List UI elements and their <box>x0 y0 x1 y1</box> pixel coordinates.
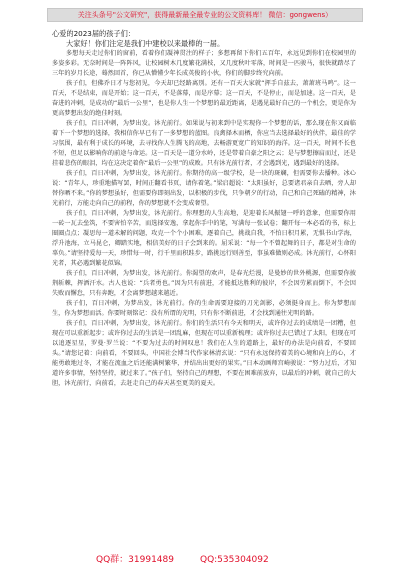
paragraph: 多想每天走过你们的窗前，看着你们凝神贯注的样子；多想再留下你们五百年，永远见到你们在校园里的多姿多彩。无奈时间是一阵阵风，让校园树木几度繁花满枝，又几度秋叶零落，时间是一匹骏马，很快就踏尽了三年的岁月长途，蓦然回首，你已从懵懂少年长成英俊的小伙，你们的脚步终究向前。 <box>52 50 356 77</box>
qq-group-text: QQ群：31991489 <box>96 555 174 565</box>
letter-greeting: 大家好！你们注定是我们中建校以来最棒的一届。 <box>66 39 225 48</box>
paragraph: 孩子们，百日冲刺，为梦出发，沐光前行。你的生命需要迎接的刀光剑影，必须挺身而上。你为梦想而生，你为梦想而活。你要时刻铭记：没有所谓的光明，只有你不断前进，才会找到通往光明的路。 <box>52 300 356 317</box>
document-page <box>52 28 356 548</box>
paragraph: 孩子们，百日冲刺，为梦出发，沐光前行。你渴望的欢声，是春光烂漫，是曼妙的世外桃源，但需要你披荆斩棘，挥洒汗水。古人也说：“兵者勇也。”因为只有前进，才能抵达胜利的彼岸，不会因劳累而倒下，不会因失败而懈怠，只有奔跑，才会离梦想越来越近。 <box>52 270 356 297</box>
paragraph: 孩子们，百日冲刺，为梦出发，沐光前行。你理想的人生高地，是迎着长风振翅一呼的意象，但需要你用一砖一瓦去垒筑，不要害怕辛苦，而选择安逸，拿起你手中的笔，写满每一张试卷；翻开每一本必看的书，标上圈圈点点；凝思每一道未解的问题，攻克一个个小困难，逐着自己，挑战自我，不怕日积月累，无惧书山学海，浮升池海，立马昆仑，卿踏实地，相信美好的日子会到来的。屈采说：“每一个不曾起舞的日子，都是对生命的辜负。”请坚持爱每一天，珍惜每一时，行千里而积跬步，路挑远行则善至，事虽难做则必成。沐光前行，心怀阳光者，其必遇到繁花似锦。 <box>52 210 356 267</box>
top-banner: 关注头条号"公文研究"，获得最新最全最专业的公文资料库！ 微信：gongwens） <box>47 8 363 22</box>
paragraph: 孩子们，百日冲刺，为梦出发，沐光前行。你期待的高一级学校，是一块的斑斓，但需要你去播种。冰心说：“青年人，珍重地描写罢，时间正翻看书页，请你着笔。”梁启超说：“太阳虽好，总要诸君亲自去晒，旁人却替你晒不来。”你的梦想虽好，但需要你即刻出发，以积极的步伐，只争朝夕的行动，自己和自己死磕的精神，沐光前行，方能走向自己的前程，你的梦想就不会变成奢望。 <box>52 170 356 207</box>
letter-title: 心爱的2023届的孩子们： <box>52 29 135 38</box>
paragraph: 孩子们，百日冲刺，为梦出发。沐光前行。如果说与初来到中是实现你一个梦想的话，那么现在你又面临着下一个梦想的选择，我相信你早已有了一多梦想的蓝图。良禽择木而栖，你应当去选择最好的伙伴，最佳的学习氛围，最有利于成长的环境，去寻找你人生腾飞的高地，去畅游更宽广的知识的海洋。这一百天，时间不长也不短，但足以影响你的前途与命运。这一百天是一道分水岭，还是带着自豪之阳之云；是与梦想擦肩而过，还是挂着悲伤的眼泪，均在这决定着你“最后一公里”的成败。只有沐光前行者，才会遇到光，遇到最好的选择。 <box>52 120 356 167</box>
contact-footer <box>96 553 336 567</box>
qq-text: QQ:535304092 <box>199 555 269 565</box>
paragraph: 孩子们，但佛乔日才与您初见，今天却已经路离别。还有一百天大家就“挥手自兹去，萧萧班马鸣”。这一百天，不是结束，而是开始；这一百天，不是落幕，而是序幕；这一百天，不是停止，而是加速。这一百天，是奋进的冲刺，是成功的“最后一公里”，也是你人生一个梦想的最近距离，是遇见最好自己的一个机会，更是你为更高梦想出发的绝佳时刻。 <box>52 80 356 117</box>
paragraph: 孩子们，百日冲刺，为梦出发，沐光前行。你们的生活只有今天和明天，或许你过去的成绩是一团糟，但现在可以重新起步；或许你过去的生活是一团乱麻，但现在可以重新梳理；或许你过去已错过了太阳，但现在可以追逐星星，罗曼·罗兰说：“不要为过去的时间叹息！我们在人生的道路上，最好的办法是向前看，不要回头。”请您记着：向前看，不要回头，中国社会博当代作家林清玄说：“只有永远保持着美的心境和向上的心，才能勇敢地过冬，才能在流血之后还能满树繁华，并结出出更好的果实。”日本动画师宫崎骏说：“努力过后，才知道许多事情，坚持坚持，就过来了。”孩子们，坚持自己的理想，不要在困难前放弃，以最后的冲刺，就自己的大胆，沐光前行，向前看，去赶走自己的春天甚至更美的夏天。 <box>52 320 356 387</box>
